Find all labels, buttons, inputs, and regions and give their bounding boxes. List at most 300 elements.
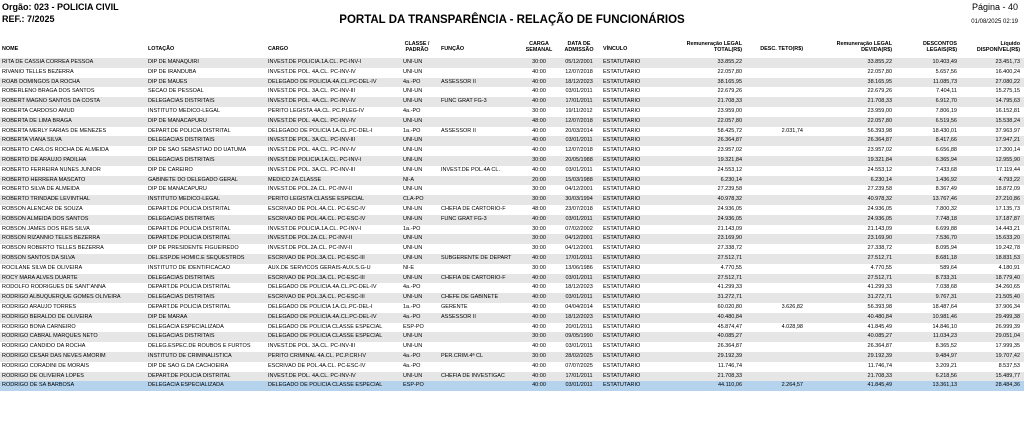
cell-carga: 40:00 bbox=[532, 127, 546, 134]
cell-nome: ROBERTO HERRERA MASCATO bbox=[2, 176, 86, 183]
cell-liquido: 16.400,24 bbox=[995, 68, 1020, 75]
cell-cargo: DELEGADO DE POLICIA CLASSE ESPECIAL bbox=[268, 382, 383, 389]
table-row[interactable] bbox=[0, 146, 1024, 156]
cell-admissao: 03/01/2011 bbox=[565, 274, 593, 281]
cell-lotacao: DELEGACIAS DISTRITAIS bbox=[148, 215, 215, 222]
cell-carga: 48:00 bbox=[532, 205, 546, 212]
cell-liquido: 26.999,39 bbox=[995, 323, 1020, 330]
cell-vinculo: ESTATUTARIO bbox=[603, 186, 641, 193]
cell-nome: ROBERTO CARLOS ROCHA DE ALMEIDA bbox=[2, 147, 109, 154]
cell-cargo: INVEST.DE POL. 3A.CL. PC-INV-III bbox=[268, 343, 356, 350]
cell-liquido: 17.187,87 bbox=[995, 215, 1020, 222]
cell-descontos: 8.095,94 bbox=[935, 245, 957, 252]
cell-vinculo: ESTATUTARIO bbox=[603, 313, 641, 320]
cell-rem-total: 40.480,84 bbox=[717, 313, 742, 320]
col-header-rem-devida: Remuneração LEGAL DEVIDA(R$) bbox=[836, 41, 892, 53]
cell-nome: RODRIGO BERALDO DE OLIVEIRA bbox=[2, 313, 93, 320]
cell-admissao: 03/01/2011 bbox=[565, 137, 593, 144]
cell-cargo: MEDICO 2A CLASSE bbox=[268, 176, 322, 183]
cell-liquido: 21.505,40 bbox=[995, 294, 1020, 301]
cell-rem-total: 22.679,26 bbox=[717, 88, 742, 95]
cell-descontos: 589,64 bbox=[940, 264, 957, 271]
cell-lotacao: DIP DE MARAA bbox=[148, 313, 188, 320]
table-row[interactable] bbox=[0, 205, 1024, 215]
cell-lotacao: DIP DE MANAQUIRI bbox=[148, 59, 199, 65]
cell-cargo: ESCRIVAO DE POL.4A.CL. PC-ESC-IV bbox=[268, 362, 366, 369]
cell-liquido: 17.300,14 bbox=[995, 147, 1020, 154]
cell-descontos: 13.361,13 bbox=[932, 382, 957, 389]
cell-classe: UNI-UN bbox=[403, 294, 423, 301]
cell-nome: RODRIGO CANDIDO DA ROCHA bbox=[2, 343, 86, 350]
cell-funcao: GERENTE bbox=[441, 303, 468, 310]
cell-admissao: 07/07/2025 bbox=[565, 362, 593, 369]
cell-cargo: INVEST.DE POLICIA.1A.CL. PC-INV-I bbox=[268, 59, 362, 65]
cell-rem-devida: 22.057,80 bbox=[867, 117, 892, 124]
cell-cargo: INVEST.DE POL.2A.CL. PC-INV-II bbox=[268, 245, 353, 252]
cell-classe: UNI-UN bbox=[403, 235, 423, 242]
cell-cargo: INVEST.DE POL.2A.CL. PC-INV-II bbox=[268, 235, 353, 242]
cell-lotacao: INSTITUTO DE CRIMINALISTICA bbox=[148, 352, 232, 359]
col-header-classe: CLASSE / PADRÃO bbox=[404, 41, 430, 53]
cell-carga: 40:00 bbox=[532, 137, 546, 144]
cell-cargo: AUX.DE SERVICOS GERAIS-AUX.S.G-U bbox=[268, 264, 371, 271]
cell-descontos: 18.430,01 bbox=[932, 127, 957, 134]
cell-rem-total: 23.169,90 bbox=[717, 235, 742, 242]
cell-classe: ESP-PO bbox=[403, 382, 424, 389]
table-row[interactable] bbox=[0, 107, 1024, 117]
cell-rem-total: 11.746,74 bbox=[717, 362, 742, 369]
reference-label: REF.: 7/2025 bbox=[2, 14, 55, 24]
cell-vinculo: ESTATUTARIO bbox=[603, 323, 641, 330]
cell-vinculo: ESTATUTARIO bbox=[603, 343, 641, 350]
cell-rem-total: 6.230,14 bbox=[720, 176, 742, 183]
cell-rem-devida: 56.393,98 bbox=[867, 127, 892, 134]
cell-rem-total: 29.192,39 bbox=[717, 352, 742, 359]
table-row[interactable] bbox=[0, 352, 1024, 362]
cell-cargo: ESCRIVAO DE POL.4A.CL. PC-ESC-IV bbox=[268, 215, 366, 222]
table-row[interactable] bbox=[0, 156, 1024, 166]
cell-rem-devida: 40.480,84 bbox=[867, 313, 892, 320]
cell-vinculo: ESTATUTARIO bbox=[603, 274, 641, 281]
cell-descontos: 6.699,88 bbox=[935, 225, 957, 232]
cell-lotacao: DEPART.DE POLICIA DISTRITAL bbox=[148, 235, 231, 242]
cell-liquido: 17.947,21 bbox=[995, 137, 1020, 144]
cell-admissao: 09/05/1990 bbox=[565, 333, 593, 340]
cell-liquido: 34.260,65 bbox=[995, 284, 1020, 291]
cell-classe: UNI-UN bbox=[403, 117, 423, 124]
cell-nome: ROBERTA VIANA SILVA bbox=[2, 137, 62, 144]
cell-classe: 1a.-PO bbox=[403, 127, 421, 134]
cell-cargo: DELEGADO DE POLICIA 1A.CL.PC-DEL-I bbox=[268, 127, 373, 134]
cell-liquido: 23.451,73 bbox=[995, 59, 1020, 65]
table-row[interactable] bbox=[0, 117, 1024, 127]
table-row[interactable] bbox=[0, 254, 1024, 264]
page-number: Página - 40 bbox=[971, 2, 1018, 12]
cell-rem-total: 31.272,71 bbox=[717, 294, 742, 301]
cell-liquido: 14.795,63 bbox=[995, 98, 1020, 105]
cell-nome: RODOLFO RODRIGUES DE SANT'ANNA bbox=[2, 284, 106, 291]
cell-liquido: 19.707,42 bbox=[995, 352, 1020, 359]
cell-classe: UNI-UN bbox=[403, 333, 423, 340]
table-row[interactable] bbox=[0, 176, 1024, 186]
cell-rem-devida: 21.708,33 bbox=[867, 98, 892, 105]
cell-rem-devida: 22.679,26 bbox=[867, 88, 892, 95]
cell-lotacao: DIP DE MANACAPURU bbox=[148, 117, 207, 124]
cell-lotacao: SECAO DE PESSOAL bbox=[148, 88, 204, 95]
col-header-carga: CARGA SEMANAL bbox=[525, 41, 553, 53]
cell-cargo: INVEST.DE POL. 4A.CL. PC-INV-IV bbox=[268, 117, 356, 124]
cell-cargo: INVEST.DE POL. 3A.CL. PC-INV-III bbox=[268, 166, 356, 173]
cell-rem-devida: 27.512,71 bbox=[867, 254, 892, 261]
table-row[interactable] bbox=[0, 58, 1024, 68]
cell-admissao: 28/02/2025 bbox=[565, 352, 593, 359]
cell-vinculo: ESTATUTARIO bbox=[603, 245, 641, 252]
cell-carga: 40:00 bbox=[532, 274, 546, 281]
cell-desc-teto: 3.626,82 bbox=[781, 303, 803, 310]
cell-carga: 40:00 bbox=[532, 343, 546, 350]
cell-lotacao: DIP DE SAO G.DA CACHOEIRA bbox=[148, 362, 229, 369]
cell-funcao: ASSESSOR II bbox=[441, 78, 476, 85]
table-row[interactable] bbox=[0, 372, 1024, 382]
cell-vinculo: ESTATUTARIO bbox=[603, 166, 641, 173]
cell-liquido: 4.180,91 bbox=[998, 264, 1020, 271]
cell-liquido: 14.443,21 bbox=[995, 225, 1020, 232]
table-row[interactable] bbox=[0, 87, 1024, 97]
cell-rem-devida: 26.364,87 bbox=[867, 343, 892, 350]
cell-cargo: DELEGADO DE POLICIA 1A.CL.PC-DEL-I bbox=[268, 303, 373, 310]
cell-admissao: 12/07/2018 bbox=[565, 147, 593, 154]
cell-rem-total: 60.020,80 bbox=[717, 303, 742, 310]
table-row[interactable] bbox=[0, 362, 1024, 372]
cell-classe: UNI-UN bbox=[403, 88, 423, 95]
cell-descontos: 8.681,18 bbox=[935, 254, 957, 261]
cell-lotacao: DEPART.DE POLICIA DISTRITAL bbox=[148, 225, 231, 232]
cell-lotacao: DIP DE MAUES bbox=[148, 78, 188, 85]
cell-liquido: 15.538,24 bbox=[995, 117, 1020, 124]
cell-nome: ROBERTO DE ARAUJO PADILHA bbox=[2, 156, 87, 163]
cell-vinculo: ESTATUTARIO bbox=[603, 117, 641, 124]
cell-nome: ROBERT MAGNO SANTOS DA COSTA bbox=[2, 98, 101, 105]
cell-vinculo: ESTATUTARIO bbox=[603, 205, 641, 212]
cell-rem-total: 45.874,47 bbox=[717, 323, 742, 330]
cell-vinculo: ESTATUTARIO bbox=[603, 107, 641, 114]
cell-liquido: 4.793,22 bbox=[998, 176, 1020, 183]
cell-cargo: INVEST.DE POLICIA.1A.CL. PC-INV-I bbox=[268, 156, 362, 163]
cell-vinculo: ESTATUTARIO bbox=[603, 284, 641, 291]
cell-lotacao: INSTITUTO MEDICO-LEGAL bbox=[148, 196, 221, 203]
cell-admissao: 04/12/2001 bbox=[565, 245, 593, 252]
table-row[interactable] bbox=[0, 332, 1024, 342]
cell-carga: 30:00 bbox=[532, 333, 546, 340]
cell-nome: ROBERLENO BRAGA DOS SANTOS bbox=[2, 88, 95, 95]
cell-nome: RODRIGO ALBUQUERQUE GOMES OLIVEIRA bbox=[2, 294, 121, 301]
cell-classe: UNI-UN bbox=[403, 274, 423, 281]
cell-rem-devida: 56.393,98 bbox=[867, 303, 892, 310]
cell-descontos: 7.038,68 bbox=[935, 284, 957, 291]
cell-rem-total: 19.321,84 bbox=[717, 156, 742, 163]
cell-lotacao: DELEGACIA ESPECIALIZADA bbox=[148, 323, 224, 330]
cell-rem-total: 21.708,33 bbox=[717, 372, 742, 379]
cell-classe: UNI-UN bbox=[403, 215, 423, 222]
cell-carga: 40:00 bbox=[532, 313, 546, 320]
cell-lotacao: DELEGACIA ESPECIALIZADA bbox=[148, 382, 224, 389]
cell-nome: ROAB DOMINGOS DA ROCHA bbox=[2, 78, 80, 85]
cell-rem-total: 27.512,71 bbox=[717, 274, 742, 281]
cell-vinculo: ESTATUTARIO bbox=[603, 225, 641, 232]
cell-admissao: 17/01/2011 bbox=[565, 254, 593, 261]
cell-classe: NI-A bbox=[403, 176, 414, 183]
cell-rem-total: 21.143,09 bbox=[717, 225, 742, 232]
cell-classe: UNI-UN bbox=[403, 156, 423, 163]
cell-admissao: 05/12/2001 bbox=[565, 59, 593, 65]
table-row[interactable] bbox=[0, 313, 1024, 323]
table-row[interactable] bbox=[0, 68, 1024, 78]
table-row[interactable] bbox=[0, 185, 1024, 195]
cell-liquido: 15.275,15 bbox=[995, 88, 1020, 95]
cell-lotacao: DELEGACIAS DISTRITAIS bbox=[148, 333, 215, 340]
cell-vinculo: ESTATUTARIO bbox=[603, 215, 641, 222]
cell-liquido: 17.999,35 bbox=[995, 343, 1020, 350]
cell-cargo: DELEGADO DE POLICIA.4A.CL.PC-DEL-IV bbox=[268, 78, 377, 85]
cell-funcao: SUBGERENTE DE DEPART bbox=[441, 254, 512, 261]
table-row[interactable] bbox=[0, 215, 1024, 225]
table-row[interactable] bbox=[0, 342, 1024, 352]
cell-rem-devida: 24.936,05 bbox=[867, 205, 892, 212]
cell-classe: UNI-UN bbox=[403, 68, 423, 75]
table-row[interactable] bbox=[0, 303, 1024, 313]
cell-rem-devida: 29.192,39 bbox=[867, 352, 892, 359]
cell-cargo: INVEST.DE POL. 4A.CL. PC-INV-IV bbox=[268, 68, 356, 75]
cell-funcao: INVEST.DE POL.4A CL. bbox=[441, 166, 500, 173]
table-row[interactable] bbox=[0, 166, 1024, 176]
cell-rem-devida: 4.770,55 bbox=[870, 264, 892, 271]
cell-cargo: INVEST.DE POLICIA.1A.CL. PC-INV-I bbox=[268, 225, 362, 232]
cell-lotacao: DELEGACIAS DISTRITAIS bbox=[148, 274, 215, 281]
cell-liquido: 19.242,78 bbox=[995, 245, 1020, 252]
table-row[interactable] bbox=[0, 283, 1024, 293]
cell-classe: ESP-PO bbox=[403, 323, 424, 330]
cell-classe: 4a.-PO bbox=[403, 352, 421, 359]
cell-rem-total: 22.057,80 bbox=[717, 117, 742, 124]
cell-admissao: 18/12/2023 bbox=[565, 78, 593, 85]
cell-vinculo: ESTATUTARIO bbox=[603, 362, 641, 369]
cell-descontos: 14.846,10 bbox=[932, 323, 957, 330]
cell-liquido: 37.963,97 bbox=[995, 127, 1020, 134]
cell-liquido: 16.152,81 bbox=[995, 107, 1020, 114]
cell-lotacao: DIP DE CAREIRO bbox=[148, 166, 193, 173]
cell-liquido: 18.872,09 bbox=[995, 186, 1020, 193]
cell-admissao: 04/12/2001 bbox=[565, 186, 593, 193]
cell-rem-devida: 40.978,32 bbox=[867, 196, 892, 203]
cell-classe: 4a.-PO bbox=[403, 107, 421, 114]
cell-descontos: 7.404,11 bbox=[935, 88, 957, 95]
cell-desc-teto: 2.031,74 bbox=[781, 127, 803, 134]
cell-cargo: PERITO CRIMINAL 4A.CL. PC.P.CRI-IV bbox=[268, 352, 367, 359]
cell-nome: ROBERTO TRINDADE LEVINTHAL bbox=[2, 196, 91, 203]
cell-cargo: DELEGADO DE POLICIA.4A.CL.PC-DEL-IV bbox=[268, 284, 377, 291]
cell-admissao: 03/01/2011 bbox=[565, 166, 593, 173]
cell-rem-devida: 41.845,49 bbox=[867, 323, 892, 330]
cell-lotacao: DEPART.DE POLICIA DISTRITAL bbox=[148, 205, 231, 212]
cell-descontos: 5.657,56 bbox=[935, 68, 957, 75]
cell-admissao: 18/12/2023 bbox=[565, 313, 593, 320]
cell-lotacao: INSTITUTO MEDICO-LEGAL bbox=[148, 107, 221, 114]
cell-admissao: 03/01/2011 bbox=[565, 382, 593, 389]
cell-vinculo: ESTATUTARIO bbox=[603, 333, 641, 340]
cell-funcao: FUNC GRAT FG-3 bbox=[441, 215, 487, 222]
cell-classe: UNI-UN bbox=[403, 372, 423, 379]
table-row[interactable] bbox=[0, 264, 1024, 274]
cell-rem-total: 23.959,00 bbox=[717, 107, 742, 114]
cell-descontos: 7.800,32 bbox=[935, 205, 957, 212]
table-row[interactable] bbox=[0, 274, 1024, 284]
cell-liquido: 29.499,38 bbox=[995, 313, 1020, 320]
cell-rem-devida: 21.708,33 bbox=[867, 372, 892, 379]
cell-vinculo: ESTATUTARIO bbox=[603, 352, 641, 359]
cell-liquido: 15.633,20 bbox=[995, 235, 1020, 242]
cell-lotacao: DIP DE IRANDUBA bbox=[148, 68, 197, 75]
cell-cargo: INVEST.DE POL. 4A.CL. PC-INV-IV bbox=[268, 147, 356, 154]
cell-rem-devida: 27.512,71 bbox=[867, 274, 892, 281]
cell-descontos: 6.218,56 bbox=[935, 372, 957, 379]
cell-rem-devida: 23.169,90 bbox=[867, 235, 892, 242]
cell-admissao: 12/07/2018 bbox=[565, 117, 593, 124]
cell-rem-devida: 31.272,71 bbox=[867, 294, 892, 301]
cell-nome: ROBSON RIZANNIO TELES BEZERRA bbox=[2, 235, 101, 242]
cell-classe: CLA-PO bbox=[403, 196, 424, 203]
cell-funcao: CHEFIA DE CARTORIO-F bbox=[441, 274, 506, 281]
cell-carga: 30:00 bbox=[532, 196, 546, 203]
cell-vinculo: ESTATUTARIO bbox=[603, 176, 641, 183]
cell-liquido: 17.135,73 bbox=[995, 205, 1020, 212]
cell-classe: UNI-UN bbox=[403, 137, 423, 144]
cell-admissao: 18/12/2023 bbox=[565, 284, 593, 291]
table-row[interactable] bbox=[0, 127, 1024, 137]
cell-nome: RITA DE CASSIA CORREA PESSOA bbox=[2, 59, 94, 65]
cell-liquido: 12.955,90 bbox=[995, 156, 1020, 163]
col-header-desc-teto: DESC. TETO(R$) bbox=[760, 46, 803, 52]
cell-cargo: ESCRIVAO DE POL.3A.CL. PC-ESC-III bbox=[268, 294, 365, 301]
cell-rem-devida: 23.957,02 bbox=[867, 147, 892, 154]
cell-rem-devida: 6.230,14 bbox=[870, 176, 892, 183]
table-row[interactable] bbox=[0, 244, 1024, 254]
cell-nome: RODRIGO DE SA BARBOSA bbox=[2, 382, 75, 389]
cell-rem-total: 27.239,58 bbox=[717, 186, 742, 193]
cell-vinculo: ESTATUTARIO bbox=[603, 147, 641, 154]
cell-classe: 1a.-PO bbox=[403, 303, 421, 310]
cell-cargo: PERITO LEGISTA CLASSE ESPECIAL bbox=[268, 196, 365, 203]
cell-rem-total: 22.057,80 bbox=[717, 68, 742, 75]
col-header-liquido: Líquido DISPONÍVEL(R$) bbox=[976, 41, 1020, 53]
cell-vinculo: ESTATUTARIO bbox=[603, 98, 641, 105]
cell-liquido: 15.489,77 bbox=[995, 372, 1020, 379]
cell-classe: NI-E bbox=[403, 264, 414, 271]
cell-lotacao: INSTITUTO DE IDENTIFICACAO bbox=[148, 264, 231, 271]
cell-rem-devida: 21.143,09 bbox=[867, 225, 892, 232]
table-row[interactable] bbox=[0, 381, 1024, 391]
table-row[interactable] bbox=[0, 225, 1024, 235]
table-row[interactable] bbox=[0, 323, 1024, 333]
cell-rem-total: 38.165,95 bbox=[717, 78, 742, 85]
cell-carga: 40:00 bbox=[532, 147, 546, 154]
cell-descontos: 18.487,64 bbox=[932, 303, 957, 310]
cell-liquido: 27.210,86 bbox=[995, 196, 1020, 203]
cell-carga: 40:00 bbox=[532, 68, 546, 75]
cell-liquido: 18.831,53 bbox=[995, 254, 1020, 261]
cell-rem-total: 40.085,27 bbox=[717, 333, 742, 340]
cell-admissao: 20/05/1988 bbox=[565, 156, 593, 163]
cell-cargo: ESCRIVAO DE POL.3A.CL. PC-ESC-III bbox=[268, 254, 365, 261]
table-row[interactable] bbox=[0, 293, 1024, 303]
cell-cargo: INVEST.DE POL. 4A.CL. PC-INV-IV bbox=[268, 372, 356, 379]
cell-descontos: 10.981,46 bbox=[932, 313, 957, 320]
cell-rem-devida: 11.746,74 bbox=[867, 362, 892, 369]
cell-rem-devida: 38.165,95 bbox=[867, 78, 892, 85]
cell-rem-total: 26.364,87 bbox=[717, 137, 742, 144]
cell-classe: 4a.-PO bbox=[403, 284, 421, 291]
cell-nome: ROBSON ALENCAR DE SOUZA bbox=[2, 205, 83, 212]
cell-nome: ROCILANE SILVA DE OLIVEIRA bbox=[2, 264, 83, 271]
cell-descontos: 1.436,92 bbox=[935, 176, 957, 183]
cell-nome: ROCY MARA ALVES DUARTE bbox=[2, 274, 78, 281]
table-row[interactable] bbox=[0, 136, 1024, 146]
cell-classe: UNI-UN bbox=[403, 205, 423, 212]
cell-admissao: 03/01/2011 bbox=[565, 88, 593, 95]
cell-cargo: DELEGADO DE POLICIA CLASSE ESPECIAL bbox=[268, 333, 383, 340]
cell-desc-teto: 2.264,57 bbox=[781, 382, 803, 389]
cell-carga: 40:00 bbox=[532, 166, 546, 173]
cell-vinculo: ESTATUTARIO bbox=[603, 68, 641, 75]
cell-rem-total: 4.770,55 bbox=[720, 264, 742, 271]
cell-nome: ROBERTO SILVA DE ALMEIDA bbox=[2, 186, 80, 193]
cell-rem-devida: 33.855,22 bbox=[867, 59, 892, 65]
cell-carga: 40:00 bbox=[532, 254, 546, 261]
table-row[interactable] bbox=[0, 97, 1024, 107]
cell-vinculo: ESTATUTARIO bbox=[603, 372, 641, 379]
cell-descontos: 7.433,68 bbox=[935, 166, 957, 173]
cell-nome: ROBERTO FERREIRA NUNES JUNIOR bbox=[2, 166, 101, 173]
col-header-cargo: CARGO bbox=[268, 46, 289, 52]
table-row[interactable] bbox=[0, 78, 1024, 88]
cell-funcao: CHEFE DE GABINETE bbox=[441, 294, 499, 301]
cell-funcao: ASSESSOR II bbox=[441, 127, 476, 134]
cell-descontos: 6.365,94 bbox=[935, 156, 957, 163]
cell-admissao: 20/03/2014 bbox=[565, 127, 593, 134]
table-row[interactable] bbox=[0, 195, 1024, 205]
cell-nome: RODRIGO CESAR DAS NEVES AMORIM bbox=[2, 352, 106, 359]
cell-rem-total: 27.512,71 bbox=[717, 254, 742, 261]
cell-lotacao: DIP DE PRESIDENTE FIGUEIREDO bbox=[148, 245, 239, 252]
cell-vinculo: ESTATUTARIO bbox=[603, 137, 641, 144]
report-date: 01/08/2025 02:19 bbox=[971, 19, 1018, 25]
cell-cargo: ESCRIVAO DE POL.3A.CL. PC-ESC-III bbox=[268, 274, 365, 281]
cell-rem-total: 23.957,02 bbox=[717, 147, 742, 154]
cell-carga: 40:00 bbox=[532, 215, 546, 222]
cell-cargo: INVEST.DE POL.2A.CL. PC-INV-II bbox=[268, 186, 353, 193]
cell-admissao: 17/01/2011 bbox=[565, 98, 593, 105]
cell-nome: ROBERTA DE LIMA BRAGA bbox=[2, 117, 72, 124]
cell-rem-devida: 26.364,87 bbox=[867, 137, 892, 144]
cell-carga: 40:00 bbox=[532, 294, 546, 301]
cell-cargo: INVEST.DE POL. 3A.CL. PC-INV-III bbox=[268, 137, 356, 144]
cell-descontos: 6.519,56 bbox=[935, 117, 957, 124]
cell-carga: 48:00 bbox=[532, 117, 546, 124]
cell-descontos: 11.085,73 bbox=[932, 78, 957, 85]
cell-admissao: 03/01/2011 bbox=[565, 294, 593, 301]
cell-liquido: 28.484,36 bbox=[995, 382, 1020, 389]
cell-carga: 30:00 bbox=[532, 352, 546, 359]
table-row[interactable] bbox=[0, 234, 1024, 244]
